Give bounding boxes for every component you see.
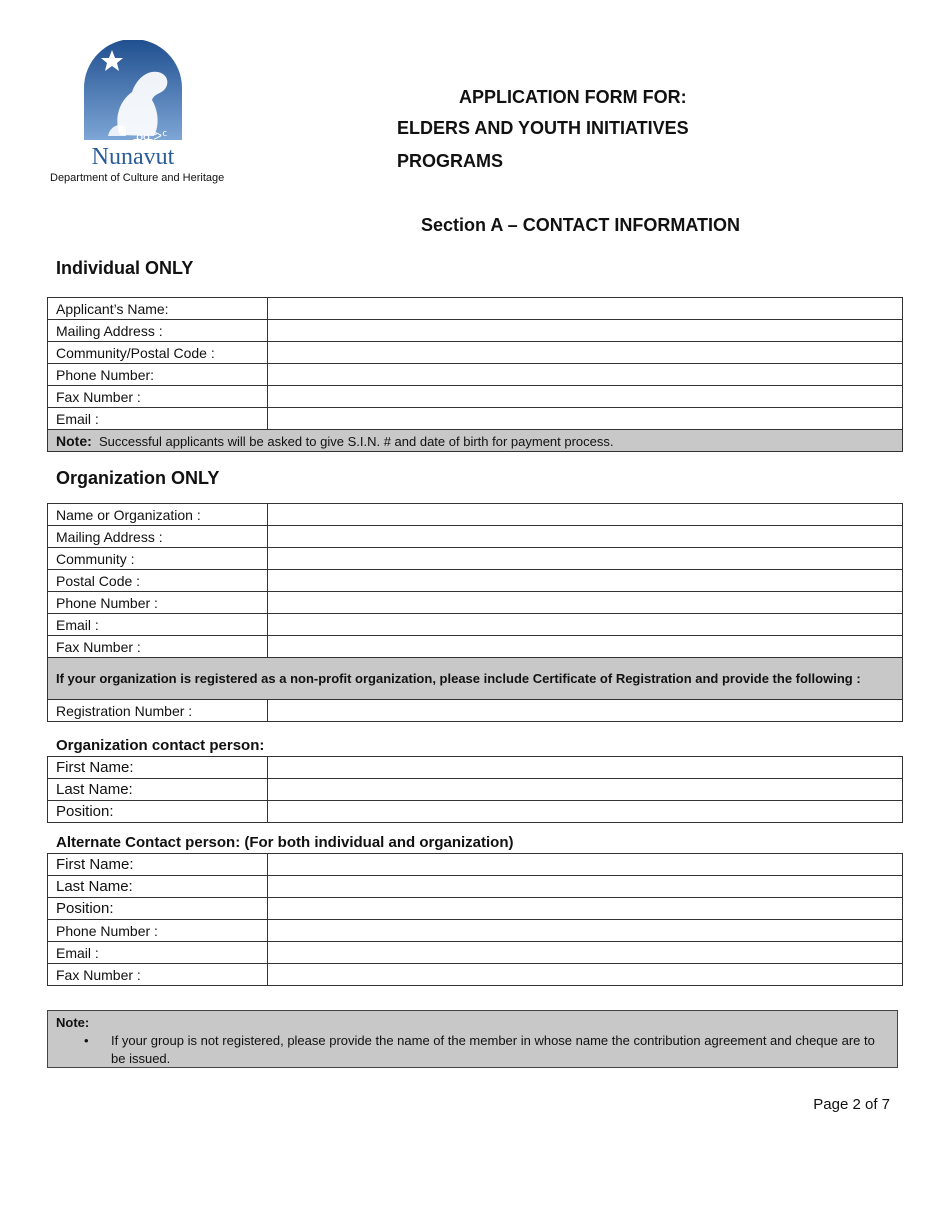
individual-table: [47, 297, 903, 452]
field-label: Email :: [48, 614, 268, 636]
email-input[interactable]: [268, 408, 903, 430]
form-row: [48, 898, 903, 920]
department-name: Department of Culture and Heritage: [50, 172, 225, 184]
form-row: [48, 592, 903, 614]
form-row: [48, 408, 903, 430]
field-label: Fax Number :: [48, 964, 268, 986]
note-row: [48, 430, 903, 452]
org-name-input[interactable]: [268, 504, 903, 526]
form-row: [48, 614, 903, 636]
field-label: Last Name:: [48, 876, 268, 898]
svg-text:ᓄᓇᕗᑦ: ᓄᓇᕗᑦ: [132, 129, 168, 143]
fax-input[interactable]: [268, 386, 903, 408]
form-row: [48, 942, 903, 964]
field-label: Email :: [48, 408, 268, 430]
alternate-contact-table: [47, 853, 903, 986]
form-title-line1: APPLICATION FORM FOR:: [459, 87, 687, 107]
form-row: [48, 298, 903, 320]
field-label: Phone Number :: [48, 920, 268, 942]
final-note-label: Note:: [56, 1015, 90, 1030]
page-number: Page 2 of 7: [813, 1096, 890, 1113]
form-row: [48, 504, 903, 526]
form-row: [48, 700, 903, 722]
alt-email-input[interactable]: [268, 942, 903, 964]
field-label: Fax Number :: [48, 636, 268, 658]
form-row: [48, 854, 903, 876]
final-note-text: If your group is not registered, please provide the name of the member in whose name the contribution agreement and cheque are to be issued.: [111, 1033, 875, 1066]
form-row: [48, 526, 903, 548]
form-title-line2: ELDERS AND YOUTH INITIATIVES: [397, 118, 689, 138]
field-label: Applicant’s Name:: [48, 298, 268, 320]
form-row: [48, 801, 903, 823]
form-row: [48, 570, 903, 592]
field-label: Position:: [48, 898, 268, 920]
form-row: [48, 364, 903, 386]
field-label: Email :: [48, 942, 268, 964]
org-email-input[interactable]: [268, 614, 903, 636]
contact-last-name-input[interactable]: [268, 779, 903, 801]
phone-input[interactable]: [268, 364, 903, 386]
field-label: Postal Code :: [48, 570, 268, 592]
note-label: Note:: [56, 432, 92, 449]
form-row: [48, 964, 903, 986]
nunavut-logo: [80, 40, 186, 168]
form-row: [48, 548, 903, 570]
alt-position-input[interactable]: [268, 898, 903, 920]
organization-heading: Organization ONLY: [56, 468, 220, 488]
field-label: Name or Organization :: [48, 504, 268, 526]
alt-phone-input[interactable]: [268, 920, 903, 942]
field-label: Community :: [48, 548, 268, 570]
field-label: Position:: [48, 801, 268, 823]
alt-first-name-input[interactable]: [268, 854, 903, 876]
field-label: Community/Postal Code :: [48, 342, 268, 364]
form-row: [48, 757, 903, 779]
contact-first-name-input[interactable]: [268, 757, 903, 779]
payment-note: [48, 430, 903, 452]
form-row: [48, 320, 903, 342]
org-fax-input[interactable]: [268, 636, 903, 658]
org-contact-table: [47, 756, 903, 823]
field-label: First Name:: [48, 854, 268, 876]
form-row: [48, 920, 903, 942]
registration-number-input[interactable]: [268, 700, 903, 722]
applicant-name-input[interactable]: [268, 298, 903, 320]
org-contact-heading: Organization contact person:: [56, 737, 265, 754]
section-title: Section A – CONTACT INFORMATION: [421, 215, 740, 235]
final-note-box: [47, 1010, 898, 1068]
form-row: [48, 876, 903, 898]
org-community-input[interactable]: [268, 548, 903, 570]
field-label: Last Name:: [48, 779, 268, 801]
alt-last-name-input[interactable]: [268, 876, 903, 898]
mailing-address-input[interactable]: [268, 320, 903, 342]
form-row: [48, 386, 903, 408]
field-label: First Name:: [48, 757, 268, 779]
svg-text:Nunavut: Nunavut: [91, 144, 175, 168]
field-label: Phone Number:: [48, 364, 268, 386]
field-label: Phone Number :: [48, 592, 268, 614]
nonprofit-note: If your organization is registered as a non-profit organization, please include Certificate of Registration and provide the following :: [48, 658, 903, 700]
contact-position-input[interactable]: [268, 801, 903, 823]
field-label: Mailing Address :: [48, 320, 268, 342]
field-label: Fax Number :: [48, 386, 268, 408]
form-title-line3: PROGRAMS: [397, 151, 504, 171]
note-row: [48, 658, 903, 700]
org-phone-input[interactable]: [268, 592, 903, 614]
note-text: Successful applicants will be asked to give S.I.N. # and date of birth for payment process.: [99, 433, 614, 449]
form-row: [48, 779, 903, 801]
org-mailing-address-input[interactable]: [268, 526, 903, 548]
form-row: [48, 342, 903, 364]
org-postal-code-input[interactable]: [268, 570, 903, 592]
alt-fax-input[interactable]: [268, 964, 903, 986]
form-row: [48, 636, 903, 658]
bullet-icon: •: [84, 1033, 89, 1048]
organization-table: [47, 503, 903, 722]
community-postal-input[interactable]: [268, 342, 903, 364]
field-label: Mailing Address :: [48, 526, 268, 548]
field-label: Registration Number :: [48, 700, 268, 722]
individual-heading: Individual ONLY: [56, 258, 194, 278]
alternate-contact-heading: Alternate Contact person: (For both individual and organization): [56, 834, 514, 851]
